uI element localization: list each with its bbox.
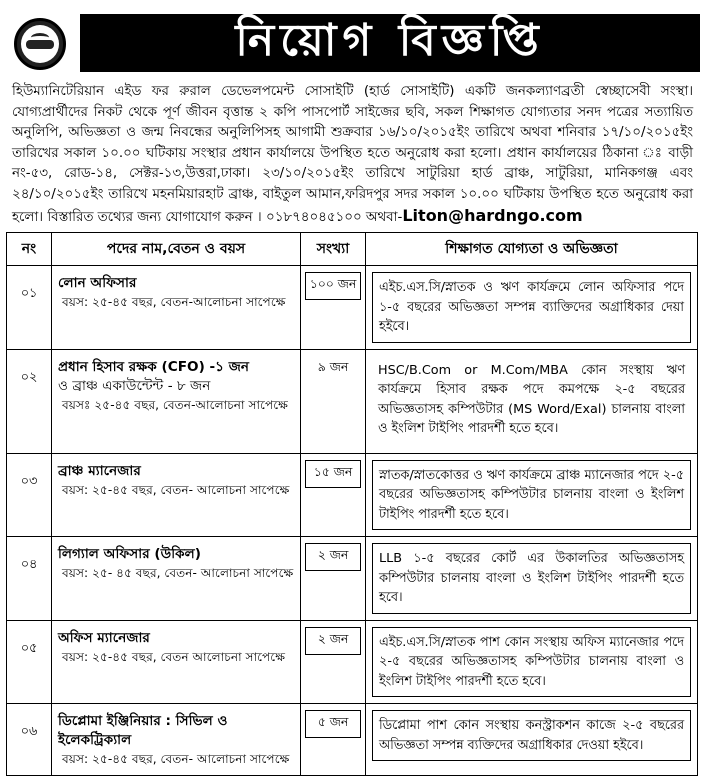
- table-row: [7, 349, 698, 453]
- row-no: ০২: [7, 349, 52, 453]
- intro-paragraph: [12, 82, 693, 228]
- post-title: ডিপ্লোমা ইঞ্জিনিয়ার : সিভিল ও ইলেকট্রিক্যাল: [58, 713, 228, 749]
- req-text: HSC/B.Com or M.Com/MBA কোন সংস্থায় ঋণ কার্যক্রমে হিসাব রক্ষক পদে কমপক্ষে ২-৫ বছরের অভিজ্ঞতাসহ কম্পিউটার (MS Word/Exal) চালনায় বাংলা ও ইংলিশ টাইপিং পারদর্শী হতে হবে।: [378, 362, 685, 437]
- row-req: [366, 704, 698, 776]
- qty-value: ১০০ জন: [305, 272, 361, 300]
- post-title: অফিস ম্যানেজার: [58, 629, 150, 646]
- table-header-row: [7, 233, 698, 266]
- qty-value: ৫ জন: [305, 710, 361, 738]
- row-req: [366, 537, 698, 621]
- req-text: এইচ.এস.সি/স্নাতক ও ঋণ কার্যক্রমে লোন অফিসার পদে ১-৫ বছরের অভিজ্ঞতা সম্পন্ন ব্যাক্তিদের অগ্রাধিকার দেয়া হইবে।: [372, 272, 691, 343]
- post-title: লিগ্যাল অফিসার (উকিল): [58, 546, 201, 563]
- header-qty: সংখ্যা: [301, 233, 366, 266]
- req-text: ডিপ্লোমা পাশ কোন সংস্থায় কনস্ট্রাকশন কাজে ২-৫ বছরের অভিজ্ঞতা সম্পন্ন ব্যক্তিদের অগ্রাধিকার দেওয়া হইবে।: [372, 710, 691, 761]
- post-detail: বয়স: ২৫- ৪৫ বছর, বেতন- আলোচনা সাপেক্ষে: [62, 566, 294, 581]
- req-text: LLB ১-৫ বছরের কোর্ট এর উকালতির অভিজ্ঞতাসহ কম্পিউটার চালনায় বাংলা ও ইংলিশ টাইপিং পারদর্শী হতে হবে।: [372, 543, 691, 614]
- row-post: [52, 453, 301, 537]
- table-row: [7, 266, 698, 350]
- post-detail: ও ব্রাঞ্চ একাউন্টেন্ট - ৮ জন: [58, 377, 211, 394]
- contact-phone: ০১৮৭৪০৪৫১০০ অথবা-: [265, 209, 403, 225]
- table-row: [7, 620, 698, 704]
- row-qty: [301, 704, 366, 776]
- row-no: ০৬: [7, 704, 52, 776]
- row-qty: [301, 537, 366, 621]
- req-text: এইচ.এস.সি/স্নাতক পাশ কোন সংস্থায় অফিস ম্যানেজার পদে ২-৫ বছরের অভিজ্ঞতাসহ কম্পিউটার চালনায় বাংলা ও ইংলিশ টাইপিং পারদর্শী হতে হবে।: [372, 627, 691, 698]
- row-no: ০৩: [7, 453, 52, 537]
- post-detail: বয়সঃ ২৫-৪৫ বছর, বেতন-আলোচনা সাপেক্ষে: [62, 397, 288, 412]
- header-no: নং: [7, 233, 52, 266]
- row-req: [366, 620, 698, 704]
- row-req: [366, 349, 698, 453]
- vacancy-table: [6, 232, 698, 776]
- organization-logo-icon: [14, 18, 66, 70]
- row-req: [366, 453, 698, 537]
- qty-value: ৯ জন: [317, 358, 349, 374]
- intro-text: হিউম্যানিটেরিয়ান এইড ফর রুরাল ডেভেলপমেন্ট সোসাইটি (হার্ড সোসাইটি) একটি জনকল্যাণব্রতী স্বেচ্ছাসেবী সংস্থা। যোগ্যপ্রার্থীদের নিকট থেকে পূর্ণ জীবন বৃত্তান্ত ২ কপি পাসপোর্ট সাইজের ছবি, সকল শিক্ষাগত যোগ্যতার সনদ পত্রের সত্যায়িত অনুলিপি, অভিজ্ঞতা ও জন্ম নিবন্ধের অনুলিপিসহ আগামী শুক্রবার ১৬/১০/২০১৫ইং তারিখে অথবা শনিবার ১৭/১০/২০১৫ইং তারিখের সকাল ১০.০০ ঘটিকায় সংস্থার প্রধান কার্যালয়ে উপস্থিত হতে অনুরোধ করা হলো। প্রধান কার্যালয়ের ঠিকানা ঃ বাড়ী নং-৫৩, রোড-১৪, সেক্টর-১৩,উত্তরা,ঢাকা। ২৩/১০/২০১৫ইং তারিখে সাটুরিয়া হার্ড ব্রাঞ্চ, সাটুরিয়া, মানিকগঞ্জ এবং ২৪/১০/২০১৫ইং তারিখে মহনমিয়ারহাট ব্রাঞ্চ, বাইতুল আমান,ফরিদপুর সদর সকাল ১০.০০ ঘটিকায় উপস্থিত হতে অনুরোধ করা হলো। বিস্তারিত তথ্যের জন্য যোগাযোগ করুন ।: [12, 84, 693, 225]
- row-no: ০১: [7, 266, 52, 350]
- qty-value: ২ জন: [305, 627, 361, 655]
- header-req: শিক্ষাগত যোগ্যতা ও অভিজ্ঞতা: [366, 233, 698, 266]
- post-title: ব্রাঞ্চ ম্যানেজার: [58, 462, 141, 479]
- row-qty: [301, 349, 366, 453]
- post-detail: বয়স: ২৫-৪৫ বছর, বেতন- আলোচনা সাপেক্ষে: [62, 482, 290, 497]
- table-row: [7, 453, 698, 537]
- row-post: [52, 620, 301, 704]
- row-post: [52, 704, 301, 776]
- header-post: পদের নাম,বেতন ও বয়স: [52, 233, 301, 266]
- qty-value: ২ জন: [305, 543, 361, 571]
- table-row: [7, 537, 698, 621]
- req-text: স্নাতক/স্নাতকোত্তর ও ঋণ কার্যক্রমে ব্রাঞ্চ ম্যানেজার পদে ২-৫ বছরের অভিজ্ঞতাসহ কম্পিউটার চালনায় বাংলা ও ইংলিশ টাইপিং পারদর্শী হতে হবে।: [372, 460, 691, 531]
- contact-email[interactable]: Liton@hardngo.com: [402, 205, 583, 225]
- job-circular-page: [0, 8, 705, 767]
- post-title: প্রধান হিসাব রক্ষক (CFO) -১ জন: [58, 358, 249, 375]
- row-req: [366, 266, 698, 350]
- table-row: [7, 704, 698, 776]
- post-detail: বয়স: ২৫-৪৫ বছর, বেতন আলোচনা সাপেক্ষে: [62, 649, 286, 664]
- row-post: [52, 266, 301, 350]
- post-title: লোন অফিসার: [58, 275, 137, 292]
- post-detail: বয়স: ২৫-৪৫ বছর, বেতন-আলোচনা সাপেক্ষে: [62, 295, 286, 310]
- row-post: [52, 349, 301, 453]
- row-qty: [301, 620, 366, 704]
- qty-value: ১৫ জন: [305, 460, 361, 488]
- header: [6, 8, 699, 76]
- page-title: নিয়োগ বিজ্ঞপ্তি: [80, 14, 700, 72]
- row-post: [52, 537, 301, 621]
- post-detail: বয়স: ২৫-৪৫ বছর, বেতন- আলোচনা সাপেক্ষে: [62, 752, 290, 767]
- row-no: ০৪: [7, 537, 52, 621]
- row-qty: [301, 266, 366, 350]
- row-qty: [301, 453, 366, 537]
- row-no: ০৫: [7, 620, 52, 704]
